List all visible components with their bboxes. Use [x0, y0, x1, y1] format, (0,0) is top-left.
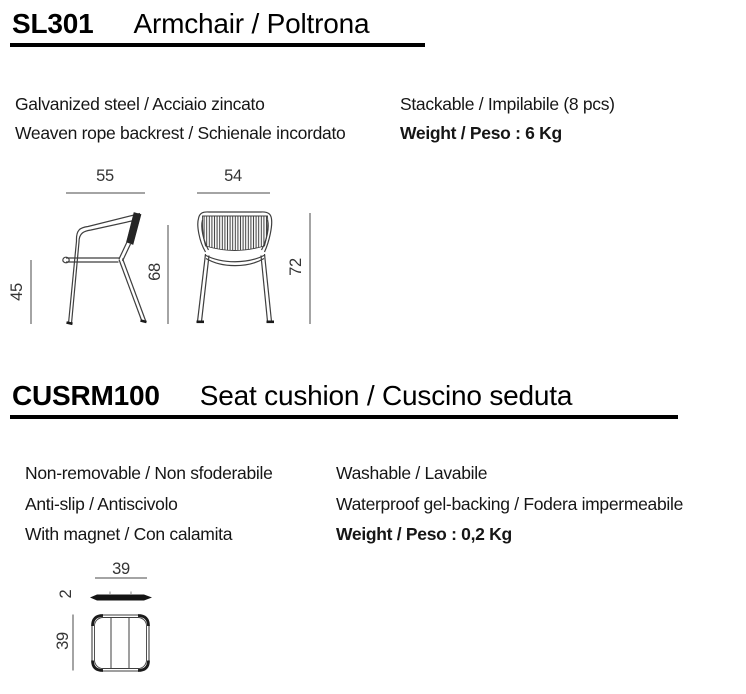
dim-label-back-height: 68 — [146, 263, 164, 281]
product-code: SL301 — [12, 8, 94, 39]
title-underline — [10, 43, 425, 47]
product-name: Armchair / Poltrona — [133, 8, 370, 39]
armchair-specs-right — [400, 90, 615, 147]
cushion-technical-drawing — [0, 555, 210, 694]
dim-label-total-height: 72 — [287, 258, 305, 276]
cushion-specs-right — [336, 458, 683, 550]
foot — [141, 321, 147, 323]
foot — [67, 323, 73, 324]
armchair-side-view — [63, 213, 147, 324]
dim-label-cushion-width: 39 — [112, 560, 130, 578]
dim-label-cushion-depth: 39 — [54, 632, 72, 650]
dim-label-seat-height: 45 — [8, 283, 26, 301]
backrest-rope-front — [202, 216, 267, 251]
weight-line: Weight / Peso : 0,2 Kg — [336, 524, 512, 544]
dim-label-width: 54 — [224, 167, 242, 185]
spec-line: With magnet / Con calamita — [25, 524, 233, 544]
spec-line: Galvanized steel / Acciaio zincato — [15, 94, 265, 114]
spec-line: Washable / Lavabile — [336, 463, 488, 483]
spec-line: Waterproof gel-backing / Fodera impermeabile — [336, 493, 684, 514]
product-title-cushion — [12, 380, 572, 412]
title-underline — [10, 415, 678, 419]
cushion-top-view — [92, 615, 149, 671]
backrest-rope-side — [127, 213, 142, 245]
cushion-specs-left — [25, 458, 273, 550]
cushion-side-profile — [90, 592, 152, 601]
weight-line: Weight / Peso : 6 Kg — [400, 122, 562, 143]
corner-accents — [93, 616, 149, 671]
product-title-armchair — [12, 8, 369, 40]
spec-line: Weaven rope backrest / Schienale incordato — [15, 122, 346, 143]
product-name: Seat cushion / Cuscino seduta — [199, 380, 573, 411]
armchair-specs-left — [15, 90, 345, 147]
armchair-front-view — [197, 212, 275, 322]
armchair-technical-drawing — [0, 160, 330, 360]
spec-line: Non-removable / Non sfoderabile — [25, 463, 273, 483]
spec-line: Anti-slip / Antiscivolo — [25, 493, 178, 514]
dim-label-cushion-thickness: 2 — [57, 589, 75, 599]
dim-label-depth: 55 — [96, 167, 114, 185]
product-code: CUSRM100 — [12, 380, 160, 411]
spec-line: Stackable / Impilabile (8 pcs) — [400, 94, 615, 114]
